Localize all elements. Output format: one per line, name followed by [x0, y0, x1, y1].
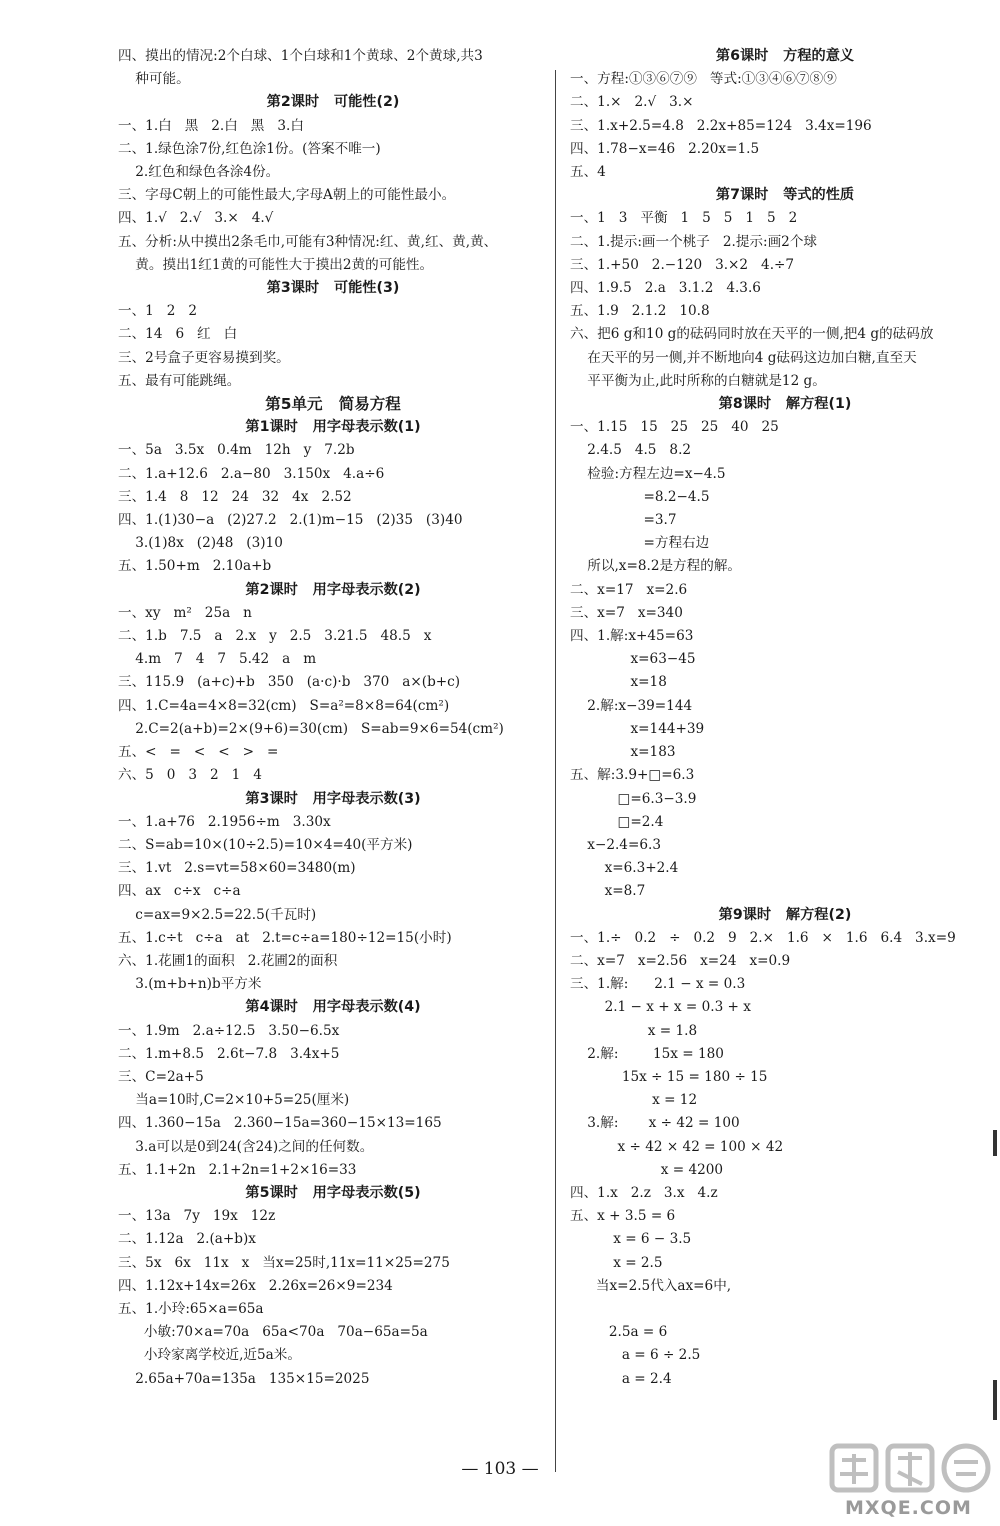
answer-line: x=8.7: [570, 883, 646, 900]
answer-line: 四、1.12x+14x=26x 2.26x=26×9=234: [118, 1277, 393, 1294]
answer-line: 2.5a = 6: [570, 1324, 668, 1341]
lesson-heading: 第9课时 解方程(2): [718, 906, 852, 923]
answer-line: 15x ÷ 15 = 180 ÷ 15: [570, 1068, 768, 1085]
answer-line: 四、1.(1)30−a (2)27.2 2.(1)m−15 (2)35 (3)40: [118, 512, 463, 529]
left-column: [118, 45, 548, 1391]
answer-line: 一、1.白 黑 2.白 黑 3.白: [118, 117, 304, 134]
answer-line: 四、摸出的情况:2个白球、1个白球和1个黄球、2个黄球,共3: [118, 48, 483, 64]
answer-line: 五、< = < < > =: [118, 744, 279, 761]
answer-line: 四、1.C=4a=4×8=32(cm) S=a²=8×8=64(cm²): [118, 697, 450, 714]
answer-line: 三、1.4 8 12 24 32 4x 2.52: [118, 488, 352, 505]
answer-line: 二、1.b 7.5 a 2.x y 2.5 3.21.5 48.5 x: [118, 628, 432, 645]
answer-line: 黄。摸出1红1黄的可能性大于摸出2黄的可能性。: [118, 256, 434, 273]
answer-line: 四、1.x 2.z 3.x 4.z: [570, 1184, 718, 1201]
answer-line: 4.m 7 4 7 5.42 a m: [118, 651, 317, 668]
lesson-heading: 第1课时 用字母表示数(1): [245, 419, 421, 436]
answer-line: 三、字母C朝上的可能性最大,字母A朝上的可能性最小。: [118, 187, 456, 204]
answer-line: 四、ax c÷x c÷a: [118, 883, 241, 900]
lesson-heading: 第7课时 等式的性质: [715, 187, 855, 204]
lesson-heading: 第8课时 解方程(1): [718, 396, 852, 413]
answer-line: x=18: [570, 674, 667, 691]
answer-line: 五、最有可能跳绳。: [118, 372, 241, 389]
answer-line: 五、x + 3.5 = 6: [570, 1208, 676, 1225]
lesson-heading: 第3课时 可能性(3): [266, 280, 400, 297]
answer-line: x=6.3+2.4: [570, 860, 679, 877]
answer-line: 3.(1)8x (2)48 (3)10: [118, 535, 283, 552]
answer-line: 三、5x 6x 11x x 当x=25时,11x=11×25=275: [118, 1254, 450, 1271]
answer-line: 三、1.x+2.5=4.8 2.2x+85=124 3.4x=196: [570, 117, 872, 134]
answer-line: 2.解:x−39=144: [570, 697, 693, 714]
page-number: — 103 —: [461, 1459, 539, 1479]
answer-line: 二、14 6 红 白: [118, 326, 238, 343]
lesson-heading: 第2课时 用字母表示数(2): [245, 581, 421, 598]
answer-line: x = 6 − 3.5: [570, 1231, 692, 1248]
answer-line: 四、1.78−x=46 2.20x=1.5: [570, 140, 760, 157]
answer-line: 二、S=ab=10×(10÷2.5)=10×4=40(平方米): [118, 836, 413, 853]
answer-line: x=144+39: [570, 720, 705, 737]
answer-line: 二、1.m+8.5 2.6t−7.8 3.4x+5: [118, 1045, 340, 1062]
answer-line: 当a=10时,C=2×10+5=25(厘米): [118, 1092, 350, 1109]
answer-line: 六、1.花圃1的面积 2.花圃2的面积: [118, 952, 338, 969]
answer-line: 所以,x=8.2是方程的解。: [570, 558, 742, 575]
edge-mark: [993, 1380, 997, 1420]
answer-line: 五、解:3.9+□=6.3: [570, 767, 695, 784]
answer-line: x−2.4=6.3: [570, 836, 661, 853]
answer-line: □=2.4: [570, 813, 664, 830]
answer-line: 四、1.360−15a 2.360−15a=360−15×13=165: [118, 1115, 442, 1132]
answer-line: 四、1.解:x+45=63: [570, 628, 694, 645]
answer-line: 检验:方程左边=x−4.5: [570, 465, 726, 482]
answer-line: 二、x=7 x=2.56 x=24 x=0.9: [570, 952, 791, 969]
answer-line: 3.解: x ÷ 42 = 100: [570, 1115, 740, 1132]
answer-line: 三、1.+50 2.−120 3.×2 4.÷7: [570, 256, 795, 273]
answer-line: 小玲家离学校近,近5a米。: [118, 1347, 301, 1364]
column-divider: [555, 70, 556, 1472]
answer-line: 六、5 0 3 2 1 4: [118, 767, 262, 784]
answer-line: 种可能。: [118, 71, 190, 88]
lesson-heading: 第5课时 用字母表示数(5): [245, 1184, 421, 1201]
answer-line: 五、1.小玲:65×a=65a: [118, 1300, 264, 1317]
answer-line: a = 2.4: [570, 1370, 672, 1387]
answer-line: 二、1.× 2.√ 3.×: [570, 94, 694, 111]
answer-line: x ÷ 42 × 42 = 100 × 42: [570, 1138, 784, 1155]
unit-heading: 第5单元 简易方程: [265, 395, 401, 414]
lesson-heading: 第4课时 用字母表示数(4): [245, 999, 421, 1016]
answer-line: 五、1.9 2.1.2 10.8: [570, 303, 710, 320]
answer-line: 一、1 3 平衡 1 5 5 1 5 2: [570, 210, 798, 227]
answer-line: 一、1.a+76 2.1956÷m 3.30x: [118, 813, 331, 830]
answer-line: 2.解: 15x = 180: [570, 1045, 724, 1062]
answer-line: x = 4200: [570, 1161, 724, 1178]
answer-line: 二、1.提示:画一个桃子 2.提示:画2个球: [570, 233, 818, 250]
edge-mark: [993, 1130, 997, 1156]
answer-line: [570, 1298, 1000, 1321]
answer-line: =方程右边: [570, 535, 710, 552]
answer-line: 一、1 2 2: [118, 303, 198, 320]
answer-line: 二、x=17 x=2.6: [570, 581, 688, 598]
answer-line: x = 1.8: [570, 1022, 698, 1039]
answer-line: 五、分析:从中摸出2条毛巾,可能有3种情况:红、黄,红、黄,黄、: [118, 233, 498, 250]
answer-line: 一、13a 7y 19x 12z: [118, 1208, 276, 1225]
answer-line: 二、1.12a 2.(a+b)x: [118, 1231, 256, 1248]
answer-line: c=ax=9×2.5=22.5(千瓦时): [118, 906, 317, 923]
answer-line: 2.1 − x + x = 0.3 + x: [570, 999, 751, 1016]
right-column: [570, 45, 1000, 1391]
answer-line: 三、C=2a+5: [118, 1068, 204, 1085]
watermark-text: MXQE.COM: [845, 1497, 972, 1519]
lesson-heading: 第3课时 用字母表示数(3): [245, 790, 421, 807]
answer-line: x = 12: [570, 1092, 698, 1109]
answer-line: 三、1.vt 2.s=vt=58×60=3480(m): [118, 860, 356, 877]
answer-line: 四、1.9.5 2.a 3.1.2 4.3.6: [570, 280, 761, 297]
answer-line: 二、1.绿色涂7份,红色涂1份。(答案不唯一): [118, 140, 381, 157]
answer-line: 一、5a 3.5x 0.4m 12h y 7.2b: [118, 442, 355, 459]
answer-line: a = 6 ÷ 2.5: [570, 1347, 701, 1364]
answer-line: 2.红色和绿色各涂4份。: [118, 164, 280, 181]
answer-line: =3.7: [570, 512, 677, 529]
answer-line: 一、xy m² 25a n: [118, 604, 252, 621]
answer-line: 3.(m+b+n)b平方米: [118, 976, 262, 993]
answer-line: 五、1.50+m 2.10a+b: [118, 558, 272, 575]
answer-line: 三、2号盒子更容易摸到奖。: [118, 349, 290, 366]
answer-line: 平平衡为止,此时所称的白糖就是12 g。: [570, 372, 826, 389]
answer-line: 2.4.5 4.5 8.2: [570, 442, 692, 459]
answer-line: 小敏:70×a=70a 65a<70a 70a−65a=5a: [118, 1324, 428, 1341]
answer-line: 一、1.15 15 25 25 40 25: [570, 419, 779, 436]
answer-line: 二、1.a+12.6 2.a−80 3.150x 4.a÷6: [118, 465, 385, 482]
answer-line: □=6.3−3.9: [570, 790, 697, 807]
answer-line: 一、1.9m 2.a÷12.5 3.50−6.5x: [118, 1022, 340, 1039]
answer-line: 五、4: [570, 164, 606, 181]
answer-line: =8.2−4.5: [570, 488, 710, 505]
answer-line: 三、115.9 (a+c)+b 350 (a·c)·b 370 a×(b+c): [118, 674, 461, 691]
answer-line: x = 2.5: [570, 1254, 663, 1271]
answer-line: x=63−45: [570, 651, 696, 668]
answer-line: 当x=2.5代入ax=6中,: [570, 1277, 732, 1294]
answer-line: 五、1.1+2n 2.1+2n=1+2×16=33: [118, 1161, 357, 1178]
answer-line: 3.a可以是0到24(含24)之间的任何数。: [118, 1138, 374, 1155]
answer-line: 一、1.÷ 0.2 ÷ 0.2 9 2.× 1.6 × 1.6 6.4 3.x=9: [570, 929, 956, 946]
answer-line: 一、方程:①③⑥⑦⑨ 等式:①③④⑥⑦⑧⑨: [570, 71, 837, 88]
answer-line: 五、1.c÷t c÷a at 2.t=c÷a=180÷12=15(小时): [118, 929, 452, 946]
answer-line: 三、x=7 x=340: [570, 604, 683, 621]
answer-line: x=183: [570, 744, 676, 761]
lesson-heading: 第2课时 可能性(2): [266, 94, 400, 111]
answer-line: 2.C=2(a+b)=2×(9+6)=30(cm) S=ab=9×6=54(cm²): [118, 720, 504, 737]
lesson-heading: 第6课时 方程的意义: [715, 48, 855, 64]
answer-line: 2.65a+70a=135a 135×15=2025: [118, 1370, 370, 1387]
answer-line: 三、1.解: 2.1 − x = 0.3: [570, 976, 746, 993]
answer-line: 六、把6 g和10 g的砝码同时放在天平的一侧,把4 g的砝码放: [570, 326, 934, 343]
answer-line: 四、1.√ 2.√ 3.× 4.√: [118, 210, 274, 227]
answer-line: 在天平的另一侧,并不断地向4 g砝码这边加白糖,直至天: [570, 349, 917, 366]
